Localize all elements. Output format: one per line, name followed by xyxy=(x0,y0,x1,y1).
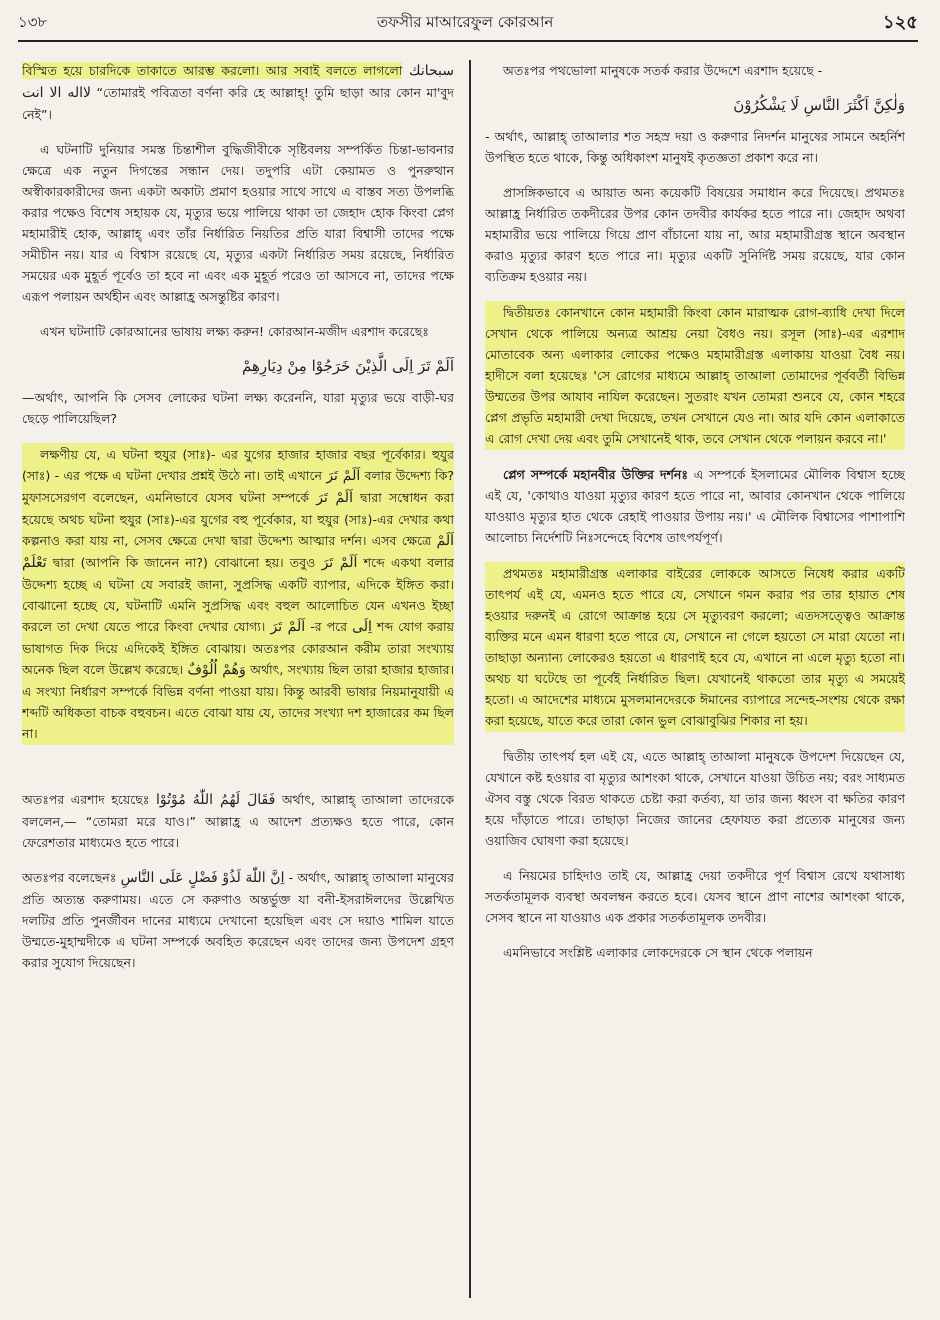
paragraph-text: -র পরে xyxy=(310,619,348,634)
paragraph-text: এ নিয়মের চাহিদাও তাই যে, আল্লাহ্র দেয়া তকদীরে পূর্ণ বিশ্বাস রেখে যথাসাধ্য সতর্কতামূলক ব্যবস্থা অবলম্বন করতে হবে। যেসব স্থানে প্রাণ নাশের আশংকা থাকে, সেসব স্থানে না যাওয়াও এক প্রকার সতর্কতামূলক তদবীর। xyxy=(485,868,905,925)
paragraph xyxy=(22,867,454,973)
paragraph-text: প্রথমতঃ মহামারীগ্রস্ত এলাকার বাইরের লোককে আসতে নিষেধ করার একটি তাৎপর্য এই যে, এমনও হতে পারে যে, সেখানে গমন করার পর তার হায়াত শেষ হওয়ার দরুনই এ রোগে আক্রান্ত হয়ে সে মৃত্যুবরণ করলো; এতদসত্ত্বেও আক্রান্ত ব্যক্তির মনে এমন ধারণা হতে পারে যে, সেখানে না গেলে হয়তো সে মারা যেতো না। তাছাড়া অন্যান্য লোকেরও হয়তো এ ধারণাই হবে যে, এখানে না এলে মৃত্যু হতো না। অথচ যা ঘটেছে তা পূর্বেই নির্ধারিত ছিল। যেখানেই থাকতো তার মৃত্যু এ সময়েই হতো। এ আদেশের মাধ্যমে মুসলমানদেরকে ঈমানের ব্যাপারে সন্দেহ-সংশয় থেকে রক্ষা করা হয়েছে, যাতে করে তারা কোন ভুল বোঝাবুঝির শিকার না হয়। xyxy=(485,566,905,728)
running-title: তফসীর মাআরেফুল কোরআন xyxy=(376,12,554,31)
paragraph-text: অতঃপর বলেছেনঃ xyxy=(22,870,117,885)
paragraph xyxy=(485,301,905,450)
paragraph xyxy=(22,139,454,307)
paragraph-text: এখন ঘটনাটি কোরআনের ভাষায় লক্ষ্য করুন! কোরআন-মজীদ এরশাদ করেছেঃ xyxy=(40,324,429,339)
paragraph-text: শব্দে একথা বলার উদ্দেশ্য হচ্ছে এ ঘটনা যে সবারই জানা, সুপ্রসিদ্ধ একটি ব্যাপার, এদিকে ইঙ্গিত করা। বোঝানো হচ্ছে যে, ঘটনাটি এমনি সুপ্রসিদ্ধ এবং বহুল আলোচিত যেন এখনও ইচ্ছা করলে তা দেখা যেতে পারে কিংবা দেখার যোগ্য। xyxy=(22,555,454,634)
paragraph-text: এমনিভাবে সংশ্লিষ্ট এলাকার লোকদেরকে সে স্থান থেকে পলায়ন xyxy=(503,945,813,960)
paragraph-text: - অর্থাৎ, আল্লাহ্ তাআলা মানুষের প্রতি অত্যন্ত করুণাময়। এতে সে করুণাও অন্তর্ভুক্ত যা বনী-ইসরাঈলদের উল্লেখিত দলটির প্রতি পুনর্জীবন দানের মাধ্যমে দেখানো হয়েছিল এবং সে দয়াও শামিল যাতে উম্মতে-মুহাম্মদীকে এ ঘটনা সম্পর্কে অবহিত করেছেন এবং তাদের জন্য উপদেশ গ্রহণ করার সুযোগ দিয়েছেন। xyxy=(22,870,454,970)
paragraph-text: শব্দ যোগ করায় ভাষাগত দিক দিয়ে এদিকেই ইঙ্গিত বোঝায়। অতঃপর কোরআন করীম তারা সংখ্যায় অনেক ছিল বলে উল্লেখ করেছে। xyxy=(22,619,454,677)
arabic-inline: وَهُمْ اُلُوْفٌ xyxy=(187,662,246,678)
paragraph-text: প্রাসঙ্গিকভাবে এ আয়াত অন্য কয়েকটি বিষয়ের সমাধান করে দিয়েছে। প্রথমতঃ আল্লাহ্র নির্ধারিত তকদীরের উপর কোন তদবীর কার্যকর হতে পারে না। জেহাদ অথবা মহামারীর ভয়ে পালিয়ে গিয়ে প্রাণ বাঁচানো যায় না, আর মহামারীগ্রস্ত স্থানে অবস্থান করাও মৃত্যুর কারণ হতে পারে না। মৃত্যুর একটি সুনির্দিষ্ট সময় রয়েছে, যার কোন ব্যতিক্রম হওয়ার নয়। xyxy=(485,185,905,284)
paragraph-text: অর্থাৎ, সংখ্যায় ছিল তারা হাজার হাজার। এ সংখ্যা নির্ধারণ সম্পর্কে বিভিন্ন বর্ণনা পাওয়া যায়। কিন্তু আরবী ভাষার নিয়মানুযায়ী এ শব্দটি অধিকতা বাচক বহুবচন। এতে বোঝা যায় যে, তাদের সংখ্যা দশ হাজারের কম ছিল না। xyxy=(22,662,454,741)
paragraph xyxy=(22,443,454,745)
paragraph-text: বলার উদ্দেশ্য কি? মুফাসসেরগণ বলেছেন, এমনিভাবে যেসব ঘটনা সম্পর্কে xyxy=(22,468,454,505)
paragraph xyxy=(22,789,454,853)
paragraph xyxy=(22,387,454,429)
paragraph-text: এ সম্পর্কে ইসলামের মৌলিক বিশ্বাস হচ্ছে এই যে, 'কোথাও যাওয়া মৃত্যুর কারণ হতে পারে না, আবার কোনখান থেকে পালিয়ে যাওয়াও মৃত্যুর হাত থেকে রেহাই পাওয়ার উপায় নয়।' এ মৌলিক বিশ্বাসের পাশাপাশি আলোচ্য নির্দেশটি নিঃসন্দেহে বিশেষ তাৎপর্যপূর্ণ। xyxy=(485,467,905,545)
paragraph-text: —অর্থাৎ, আপনি কি সেসব লোকের ঘটনা লক্ষ্য করেননি, যারা মৃত্যুর ভয়ে বাড়ী-ঘর ছেড়ে পালিয়েছিল? xyxy=(22,390,454,426)
arabic-inline: اِلَى xyxy=(352,619,372,635)
paragraph-text: দ্বিতীয় তাৎপর্য হল এই যে, এতে আল্লাহ্ তাআলা মানুষকে উপদেশ দিয়েছেন যে, যেখানে কষ্ট হওয়ার বা মৃত্যুর আশংকা থাকে, সেখানে যাওয়া উচিত নয়; বরং সাধ্যমত ঐসব বস্তু থেকে বিরত থাকতে চেষ্টা করা কর্তব্য, যা তার জন্য ধ্বংস বা ক্ষতির কারণ হয়ে দাঁড়াতে পারে। তাছাড়া নিজের জানের হেফাযত করা প্রত্যেক মানুষের জন্য ওয়াজিব ঘোষণা করা হয়েছে। xyxy=(485,749,905,848)
paragraph-text: অতঃপর পথভোলা মানুষকে সতর্ক করার উদ্দেশে এরশাদ হয়েছে - xyxy=(503,63,823,78)
paragraph xyxy=(485,464,905,548)
arabic-verse: اَلَمْ تَرَ اِلَى الَّذِيْنَ خَرَجُوْا مِنْ دِيَارِهِمْ xyxy=(242,357,454,375)
arabic-inline: فَقَالَ لَهُمُ اللّٰهُ مُوْتُوْا xyxy=(156,792,276,808)
paragraph-text: বিস্মিত হয়ে চারদিকে তাকাতে আরম্ভ করলো। আর সবাই বলতে লাগলো xyxy=(22,63,403,78)
paragraph-text: - অর্থাৎ, আল্লাহ্ তাআলার শত সহস্র দয়া ও করুণার নিদর্শন মানুষের সামনে অহর্নিশ উপস্থিত হতে থাকে, কিন্তু অধিকাংশ মানুষই কৃতজ্ঞতা প্রকাশ করে না। xyxy=(485,129,905,165)
paragraph-text: অতঃপর এরশাদ হয়েছেঃ xyxy=(22,792,150,807)
arabic-inline: اِنَّ اللّٰهَ لَذُوْ فَضْلٍ عَلَى النَّاسِ xyxy=(120,870,285,886)
paragraph xyxy=(22,321,454,342)
spacer xyxy=(22,759,454,789)
paragraph xyxy=(22,60,454,125)
arabic-verse: وَلٰكِنَّ اَكْثَرَ النَّاسِ لَا يَشْكُرُوْنَ xyxy=(733,96,905,114)
arabic-inline: اَلَمْ تَرَ xyxy=(270,619,306,635)
arabic-inline: اَلَمْ تَرَ xyxy=(326,468,361,484)
right-column xyxy=(485,60,905,1298)
paragraph xyxy=(485,60,905,81)
arabic-inline: اَلَمْ تَرَ xyxy=(321,555,358,571)
paragraph xyxy=(485,182,905,287)
paragraph xyxy=(485,746,905,851)
paragraph xyxy=(485,126,905,168)
left-column xyxy=(22,60,454,1298)
column-divider xyxy=(469,60,471,1298)
paragraph-text: দ্বিতীয়তঃ কোনখানে কোন মহামারী কিংবা কোন মারাত্মক রোগ-ব্যাধি দেখা দিলে সেখান থেকে পালিয়ে অন্যত্র আশ্রয় নেয়া বৈধও নয়। রসূল (সাঃ)-এর এরশাদ মোতাবেক অন্য এলাকার লোকের পক্ষেও মহামারীগ্রস্ত এলাকায় যাওয়া বৈধ নয়। হাদীসে বলা হয়েছেঃ 'সে রোগের মাধ্যমে আল্লাহ্ তাআলা তোমাদের পূর্ববর্তী বিভিন্ন উম্মতের উপর আযাব নাযিল করেছেন। সুতরাং যখন তোমরা শুনবে যে, কোন শহরে প্লেগ প্রভৃতি মহামারী দেখা দিয়েছে, তখন সেখানে যেও না। আর যদি কোন এলাকাতে এ রোগ দেখা দেয় এবং তুমি সেখানেই থাক, তবে সেখান থেকে পলায়ন করবে না।' xyxy=(485,305,905,446)
paragraph-text: অর্থাৎ, আল্লাহ্ তাআলা তাদেরকে বললেন,— “তোমরা মরে যাও।” আল্লাহ্র এ আদেশ প্রত্যক্ষও হতে পারে, কোন ফেরেশতার মাধ্যমেও হতে পারে। xyxy=(22,792,454,850)
paragraph-text: দ্বারা (আপনি কি জানেন না?) বোঝানো হয়। তবুও xyxy=(52,555,316,570)
arabic-inline: اَلَمْ تَعْلَمْ xyxy=(22,533,454,571)
page-number-left: ১৩৮ xyxy=(18,12,48,31)
arabic-inline: سبحانك لااله الا انت xyxy=(22,63,454,101)
page-number-right: ১২৫ xyxy=(882,11,918,33)
section-heading: প্লেগ সম্পর্কে মহানবীর উক্তির দর্শনঃ xyxy=(503,467,689,482)
paragraph xyxy=(485,562,905,732)
paragraph xyxy=(485,942,905,963)
paragraph-text: লক্ষণীয় যে, এ ঘটনা হুযুর (সাঃ)- এর যুগের হাজার হাজার বছর পূর্বেকার। হুযুর (সাঃ) - এর পক্ষে এ ঘটনা দেখার প্রশ্নই উঠে না। তাই এখানে xyxy=(22,447,454,483)
arabic-inline: اَلَمْ تَرَ xyxy=(316,490,353,506)
paragraph xyxy=(485,865,905,928)
paragraph-text: “তোমারই পবিত্রতা বর্ণনা করি হে আল্লাহ্! তুমি ছাড়া আর কোন মা'বুদ নেই”। xyxy=(22,85,454,122)
page-header xyxy=(18,6,918,42)
paragraph-text: দ্বারা সম্বোধন করা হয়েছে অথচ ঘটনা হুযুর (সাঃ)-এর যুগের বহু পূর্বেকার, যা হুযুর (সাঃ)-এর দেখার কথা কল্পনাও করা যায় না, সেসব ক্ষেত্রে দেখা দ্বারা উদ্দেশ্য আত্মার দর্শন। এসব ক্ষেত্রে xyxy=(22,490,454,548)
paragraph-text: এ ঘটনাটি দুনিয়ার সমস্ত চিন্তাশীল বুদ্ধিজীবীকে সৃষ্টিবলয় সম্পর্কিত চিন্তা-ভাবনার ক্ষেত্রে এক নতুন দিগন্তের সন্ধান দেয়। তদুপরি এটা কেয়ামত ও পুনরুত্থান অস্বীকারকারীদের জন্য একটা অকাট্য প্রমাণ হওয়ার সাথে সাথে এ বাস্তব সত্য উপলব্ধি করার পক্ষেও বিশেষ সহায়ক যে, মৃত্যুর ভয়ে পালিয়ে থাকা তা জেহাদ হোক কিংবা প্লেগ মহামারীই হোক, আল্লাহ্ এবং তাঁর নির্ধারিত নিয়তির প্রতি যারা বিশ্বাসী তাদের পক্ষে সমীচীন নয়। যার এ বিশ্বাস রয়েছে যে, মৃত্যুর একটা নির্ধারিত সময় রয়েছে, নির্ধারিত সময়ের এক মুহূর্ত পূর্বেও তা হবে না এবং এক মুহূর্ত পরেও তা আসবে না, তাদের পক্ষে এরূপ পলায়ন অর্থহীন এবং আল্লাহ্র অসন্তুষ্টির কারণ। xyxy=(22,142,454,304)
